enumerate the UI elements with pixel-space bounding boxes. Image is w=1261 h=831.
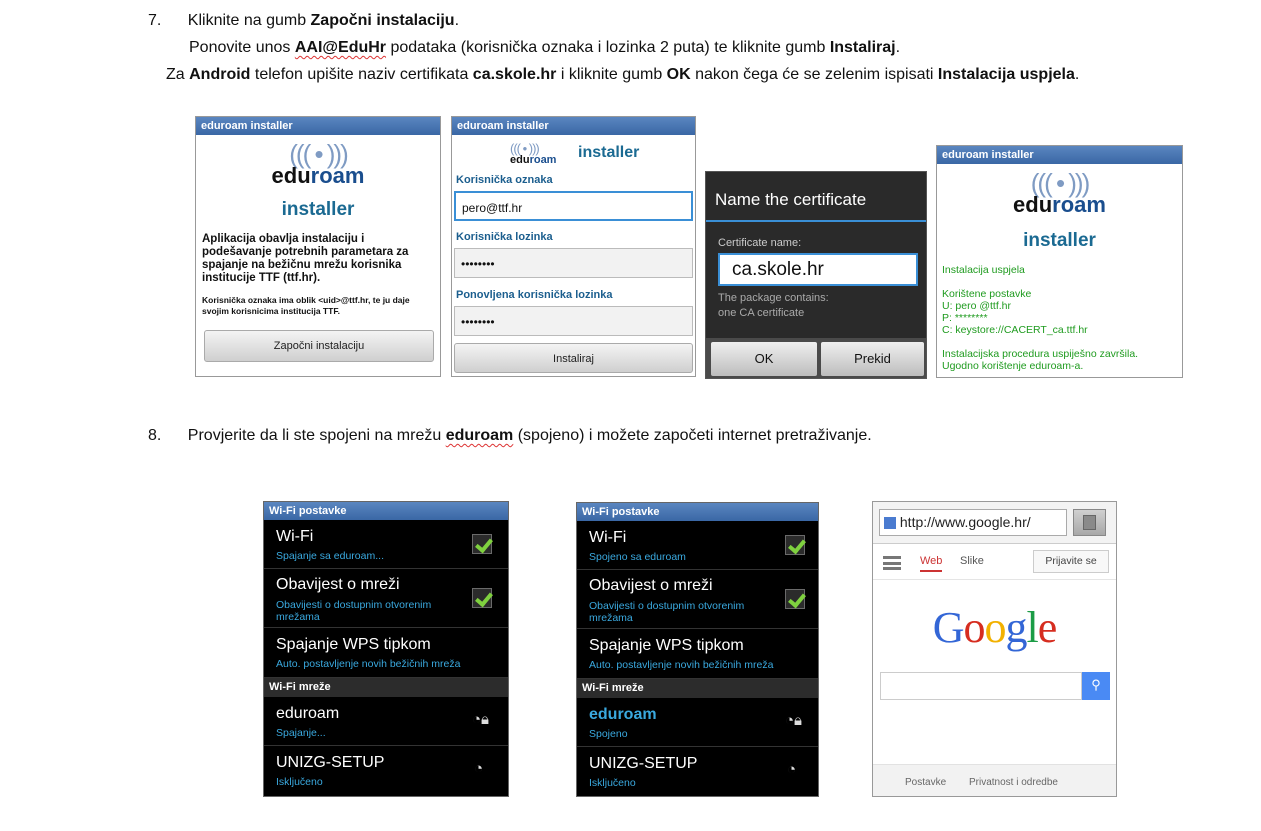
name-certificate-dialog bbox=[705, 171, 927, 379]
signin-button[interactable]: Prijavite se bbox=[1033, 550, 1109, 573]
line2-bold: AAI@EduHr bbox=[294, 39, 387, 56]
network-eduroam-row[interactable] bbox=[264, 697, 508, 746]
step8-line bbox=[148, 427, 872, 445]
eduroam-logo bbox=[196, 139, 440, 188]
username-label: Korisnička oznaka bbox=[456, 174, 553, 186]
line2-text2: podataka (korisnička oznaka i lozinka 2 puta) te kliknite gumb bbox=[386, 39, 830, 56]
panel-title: eduroam installer bbox=[452, 117, 695, 135]
networks-section-header: Wi-Fi mreže bbox=[264, 678, 508, 697]
wps-row[interactable] bbox=[577, 629, 818, 679]
line3-c: telefon upišite naziv certifikata bbox=[250, 66, 473, 83]
network-eduroam-row[interactable] bbox=[577, 698, 818, 747]
wifi-settings-connecting bbox=[263, 501, 509, 797]
step7-line1 bbox=[148, 12, 459, 30]
notify-label: Obavijest o mreži bbox=[589, 577, 713, 594]
cancel-button[interactable]: Prekid bbox=[821, 342, 924, 376]
wifi-title: Wi-Fi postavke bbox=[577, 503, 818, 521]
settings-heading: Korištene postavke bbox=[942, 288, 1032, 300]
network-name: eduroam bbox=[276, 705, 340, 722]
cert-name-label: Certificate name: bbox=[718, 237, 802, 249]
network-name: eduroam bbox=[589, 706, 657, 723]
wifi-status: Spajanje sa eduroam... bbox=[276, 550, 384, 562]
settings-block bbox=[942, 288, 1088, 336]
network-status: Isključeno bbox=[589, 777, 636, 789]
line3-f: OK bbox=[666, 66, 691, 83]
repeat-password-label: Ponovljena korisnička lozinka bbox=[456, 289, 613, 301]
password-field[interactable]: •••••••• bbox=[454, 248, 693, 278]
step7-number: 7. bbox=[148, 12, 162, 29]
browser-google-screen bbox=[872, 501, 1117, 797]
step8-text: Provjerite da li ste spojeni na mrežu bbox=[187, 427, 446, 444]
footer-settings-link[interactable]: Postavke bbox=[905, 777, 947, 788]
logo-roam: roam bbox=[529, 154, 557, 166]
wifi-signal-icon: ◔ bbox=[474, 760, 484, 777]
success-message: Instalacija uspjela bbox=[942, 264, 1025, 276]
line3-b: Android bbox=[189, 66, 251, 83]
step7-bold: Započni instalaciju bbox=[310, 12, 455, 29]
done-block bbox=[942, 348, 1138, 372]
footer-privacy-link[interactable]: Privatnost i odredbe bbox=[969, 777, 1058, 788]
wifi-label: Wi-Fi bbox=[276, 528, 314, 545]
line3-g: nakon čega će se zelenim ispisati bbox=[690, 66, 938, 83]
search-icon: ⚲ bbox=[1091, 677, 1101, 692]
network-name: UNIZG-SETUP bbox=[589, 755, 698, 772]
done-line1: Instalacijska procedura uspiješno završila. bbox=[942, 348, 1139, 360]
installer-success-screen bbox=[936, 145, 1183, 378]
google-logo-letter: e bbox=[1037, 603, 1057, 652]
search-input[interactable] bbox=[880, 672, 1082, 700]
signal-waves-icon: ((( • ))) bbox=[1030, 168, 1089, 198]
contains-line1: The package contains: bbox=[718, 292, 829, 304]
wifi-settings-connected bbox=[576, 502, 819, 797]
step8-end: (spojeno) i možete započeti internet pretraživanje. bbox=[513, 427, 872, 444]
wifi-label: Wi-Fi bbox=[589, 529, 627, 546]
menu-icon[interactable] bbox=[883, 556, 901, 570]
network-status: Spojeno bbox=[589, 728, 628, 740]
contains-line2: one CA certificate bbox=[718, 307, 805, 319]
google-logo-letter: o bbox=[984, 603, 1006, 652]
network-unizg-row[interactable] bbox=[577, 747, 818, 797]
step8-bold: eduroam bbox=[445, 427, 514, 444]
wps-row[interactable] bbox=[264, 628, 508, 678]
ok-button[interactable]: OK bbox=[711, 342, 817, 376]
bookmark-button[interactable] bbox=[1073, 509, 1106, 536]
address-bar[interactable] bbox=[879, 509, 1067, 536]
dialog-title: Name the certificate bbox=[715, 190, 867, 209]
cert-name-input[interactable]: ca.skole.hr bbox=[718, 253, 918, 286]
line3-i: . bbox=[1074, 66, 1080, 83]
signal-waves-icon: ((( • ))) bbox=[510, 141, 539, 156]
wifi-title: Wi-Fi postavke bbox=[264, 502, 508, 520]
wps-label: Spajanje WPS tipkom bbox=[589, 637, 744, 654]
google-logo-letter: l bbox=[1026, 603, 1038, 652]
start-install-button[interactable]: Započni instalaciju bbox=[204, 330, 434, 362]
google-logo-letter: o bbox=[963, 603, 985, 652]
wifi-signal-icon: ◔ bbox=[787, 761, 797, 778]
wifi-status: Spojeno sa eduroam bbox=[589, 551, 686, 563]
wifi-lock-icon: ◔🔒︎ bbox=[785, 712, 803, 729]
notify-desc: Obavijesti o dostupnim otvorenim mrežama bbox=[589, 600, 745, 624]
wps-desc: Auto. postavljenje novih bežičnih mreža bbox=[589, 659, 774, 671]
installer-welcome-screen bbox=[195, 116, 441, 377]
logo-edu: edu bbox=[510, 154, 530, 166]
checkbox-checked-icon[interactable] bbox=[472, 588, 492, 608]
dialog-divider bbox=[706, 220, 926, 222]
logo-edu: edu bbox=[271, 163, 311, 188]
search-button[interactable] bbox=[1082, 672, 1110, 700]
username-field[interactable]: pero@ttf.hr bbox=[454, 191, 693, 221]
network-unizg-row[interactable] bbox=[264, 746, 508, 797]
installer-heading: installer bbox=[578, 144, 640, 161]
network-notify-row[interactable] bbox=[264, 569, 508, 628]
google-logo-letter: G bbox=[932, 603, 964, 652]
eduroam-logo bbox=[937, 168, 1182, 217]
wifi-toggle-row[interactable] bbox=[577, 521, 818, 570]
notify-desc: Obavijesti o dostupnim otvorenim mrežama bbox=[276, 599, 432, 623]
step7-line3 bbox=[166, 66, 1079, 84]
wifi-toggle-row[interactable] bbox=[264, 520, 508, 569]
step7-end: . bbox=[454, 12, 460, 29]
notify-label: Obavijest o mreži bbox=[276, 576, 400, 593]
settings-pass: P: ******** bbox=[942, 312, 988, 324]
network-notify-row[interactable] bbox=[577, 570, 818, 629]
eduroam-logo-small bbox=[510, 143, 556, 166]
toolbar-divider bbox=[873, 579, 1116, 580]
note: Korisnička oznaka ima oblik <uid>@ttf.hr, te ju daje svojim korisnicima institucija TTF. bbox=[202, 295, 410, 316]
line3-h: Instalacija uspjela bbox=[937, 66, 1075, 83]
signal-waves-icon: ((( • ))) bbox=[289, 139, 347, 169]
wps-label: Spajanje WPS tipkom bbox=[276, 636, 431, 653]
password-label: Korisnička lozinka bbox=[456, 231, 553, 243]
done-line2: Ugodno korištenje eduroam-a. bbox=[942, 360, 1084, 372]
google-logo bbox=[873, 602, 1116, 653]
favicon-icon bbox=[884, 517, 896, 529]
step7-line2 bbox=[189, 39, 900, 57]
line2-end: . bbox=[895, 39, 901, 56]
google-logo-letter: g bbox=[1005, 603, 1027, 652]
tab-web[interactable]: Web bbox=[920, 555, 942, 572]
wps-desc: Auto. postavljenje novih bežičnih mreža bbox=[276, 658, 461, 670]
networks-section-header: Wi-Fi mreže bbox=[577, 679, 818, 698]
network-status: Spajanje... bbox=[276, 727, 326, 739]
description: Aplikacija obavlja instalaciju i podešavanje potrebnih parametara za spajanje na bežičnu mrežu korisnika institucije TTF (ttf.hr). bbox=[202, 233, 409, 284]
line3-a: Za bbox=[166, 66, 190, 83]
url-text: http://www.google.hr/ bbox=[899, 514, 1031, 530]
repeat-password-field[interactable]: •••••••• bbox=[454, 306, 693, 336]
step7-text: Kliknite na gumb bbox=[187, 12, 311, 29]
step8-number: 8. bbox=[148, 427, 162, 444]
checkbox-checked-icon[interactable] bbox=[472, 534, 492, 554]
tab-images[interactable]: Slike bbox=[960, 555, 984, 567]
browser-footer bbox=[873, 764, 1116, 796]
settings-cert: C: keystore://CACERT_ca.ttf.hr bbox=[942, 324, 1088, 336]
installer-credentials-screen bbox=[451, 116, 696, 377]
installer-heading: installer bbox=[1023, 230, 1096, 251]
install-button[interactable]: Instaliraj bbox=[454, 343, 693, 373]
panel-title: eduroam installer bbox=[196, 117, 440, 135]
installer-heading: installer bbox=[281, 199, 355, 220]
panel-title: eduroam installer bbox=[937, 146, 1182, 164]
checkbox-checked-icon[interactable] bbox=[785, 589, 805, 609]
checkbox-checked-icon[interactable] bbox=[785, 535, 805, 555]
bookmark-icon bbox=[1083, 515, 1096, 530]
line3-d: ca.skole.hr bbox=[472, 66, 557, 83]
logo-roam: roam bbox=[310, 163, 365, 188]
settings-user: U: pero @ttf.hr bbox=[942, 300, 1012, 312]
line2-text: Ponovite unos bbox=[189, 39, 295, 56]
logo-roam: roam bbox=[1052, 192, 1106, 217]
wifi-lock-icon: ◔🔒︎ bbox=[472, 711, 490, 728]
logo-edu: edu bbox=[1013, 192, 1053, 217]
line3-e: i kliknite gumb bbox=[556, 66, 667, 83]
network-status: Isključeno bbox=[276, 776, 323, 788]
network-name: UNIZG-SETUP bbox=[276, 754, 385, 771]
line2-bold2: Instaliraj bbox=[829, 39, 896, 56]
